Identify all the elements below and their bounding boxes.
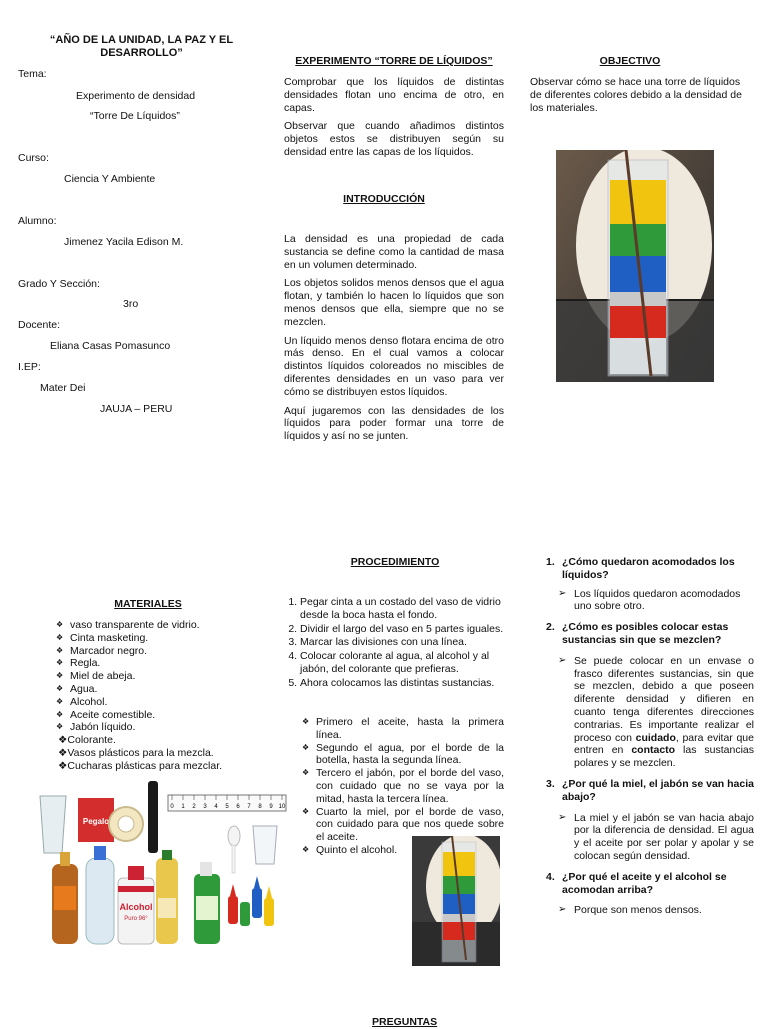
- procedure-step: 4. Colocar colorante al agua, al alcohol y al jabón, del colorante que prefieras.: [300, 650, 506, 676]
- answer-2-bold: contacto: [631, 744, 676, 757]
- material-item: ❖ Cinta masketing.: [56, 632, 256, 645]
- material-item: ❖ Alcohol.: [56, 696, 256, 709]
- liquid-tower-image: [556, 150, 714, 382]
- intro-paragraph-1: La densidad es una propiedad de cada sustancia se define como la cantidad de masa en un volumen determinado.: [284, 233, 504, 271]
- question-text: ¿Cómo es posibles colocar estas sustancias sin que se mezclen?: [562, 621, 729, 646]
- ruler-tick-label: 8: [258, 804, 262, 810]
- procedure-substep: ❖ Quinto el alcohol.: [302, 844, 406, 857]
- grado-value: 3ro: [123, 298, 139, 310]
- materials-illustration: [38, 778, 288, 950]
- ruler-tick-label: 3: [203, 804, 207, 810]
- answer-2-bold: cuidado: [635, 731, 676, 744]
- materials-list: [56, 619, 256, 773]
- material-item: ❖ Jabón líquido.: [56, 721, 256, 734]
- material-item: ❖ vaso transparente de vidrio.: [56, 619, 256, 632]
- iep-label: I.EP:: [18, 361, 41, 373]
- ruler-tick-label: 4: [214, 804, 218, 810]
- procedure-substep: ❖ Tercero el jabón, por el borde del vaso, con cuidado que no se vaya por la mitad, hasta la tercera línea.: [302, 767, 504, 805]
- curso-value: Ciencia Y Ambiente: [64, 173, 156, 185]
- ruler-tick-label: 1: [181, 804, 185, 810]
- procedure-substep: ❖ Cuarto la miel, por el borde de vaso, con cuidado para que nos quede sobre el aceite.: [302, 806, 504, 844]
- question-text: ¿Por qué la miel, el jabón se van hacia abajo?: [562, 777, 754, 803]
- pegalo-label: Pegalo: [82, 817, 110, 826]
- tema-line2: “Torre De Líquidos”: [90, 110, 180, 122]
- alumno-label: Alumno:: [18, 215, 57, 227]
- objective-text: Observar cómo se hace una torre de líquidos de diferentes colores debido a la densidad de los materiales.: [530, 76, 742, 114]
- ruler-tick-label: 7: [247, 804, 251, 810]
- ruler-tick-label: 5: [225, 804, 229, 810]
- grado-label: Grado Y Sección:: [18, 278, 100, 290]
- experiment-paragraph-1: Comprobar que los líquidos de distintas densidades flotan uno encima de otro, en capas.: [284, 76, 504, 114]
- answer-2-part: Se puede colocar en un envase o frasco diferentes sustancias, sin que se mezclen, debido a que poseen diferente densidad y difieren en cuanto tenga diferentes direcciones contrarias. Es importante realizar el proceso con: [574, 654, 754, 744]
- docente-label: Docente:: [18, 319, 61, 331]
- material-item: ❖ Agua.: [56, 683, 256, 696]
- materials-heading: MATERIALES: [114, 598, 182, 610]
- question-text: ¿Cómo quedaron acomodados los líquidos?: [562, 556, 735, 581]
- questions-section: [546, 556, 754, 917]
- colorant-green-icon: [240, 902, 250, 926]
- tema-line1: Experimento de densidad: [76, 90, 196, 102]
- ruler-tick-label: 2: [192, 804, 196, 810]
- answer-3: ➢ La miel y el jabón se van hacia abajo por la diferencia de densidad. El agua y el aceite por ser polar y apolar y se colocan según densidad.: [558, 812, 754, 863]
- procedure-step: 2. Dividir el largo del vaso en 5 partes iguales.: [300, 623, 506, 636]
- questions-footer-heading: PREGUNTAS: [372, 1016, 438, 1028]
- alcohol-label: Alcohol: [119, 902, 153, 912]
- answer-2-part: , para evitar que entren en: [574, 731, 754, 757]
- liquid-tower-photo: [556, 150, 714, 382]
- glass-icon: [40, 796, 66, 853]
- tema-label: Tema:: [18, 68, 47, 80]
- water-bottle-icon: [86, 858, 114, 944]
- objective-heading: OBJECTIVO: [599, 55, 661, 67]
- intro-paragraph-2: Los objetos solidos menos densos que el agua flotan, y también lo hacen lo líquidos que son menos densos que ella, siempre que no se mezclen.: [284, 277, 504, 328]
- material-item: ❖Colorante.: [58, 734, 116, 747]
- plastic-cup-icon: [253, 826, 277, 864]
- ruler-tick-label: 0: [170, 804, 174, 810]
- experiment-heading: EXPERIMENTO “TORRE DE LÍQUIDOS”: [295, 55, 493, 67]
- question-number: 1.: [546, 556, 555, 568]
- question-number: 4.: [546, 870, 555, 883]
- material-item: ❖ Miel de abeja.: [56, 670, 256, 683]
- intro-paragraph-4: Aquí jugaremos con las densidades de los líquidos para poder formar una torre de líquidos y así no se junten.: [284, 404, 504, 443]
- answer-4: ➢ Porque son menos densos.: [558, 904, 754, 917]
- question-number: 3.: [546, 777, 555, 790]
- procedure-step: 3. Marcar las divisiones con una línea.: [300, 636, 506, 649]
- experiment-paragraph-2: Observar que cuando añadimos distintos objetos estos se distribuyen según su densidad entre las capas de los líquidos.: [284, 120, 504, 158]
- procedure-substep: ❖ Primero el aceite, hasta la primera línea.: [302, 716, 504, 742]
- question-2: [546, 621, 754, 647]
- procedure-heading: PROCEDIMIENTO: [350, 556, 440, 568]
- experiment-text: [284, 76, 504, 165]
- materials-image: [38, 778, 288, 950]
- answer-1: ➢ Los líquidos quedaron acomodados uno sobre otro.: [558, 588, 754, 614]
- answer-2: [558, 655, 754, 770]
- colorant-yellow-icon: [264, 898, 274, 926]
- iep-value: Mater Dei: [40, 382, 86, 394]
- question-3: [546, 778, 754, 804]
- liquid-tower-photo-small: [412, 836, 500, 966]
- curso-label: Curso:: [18, 152, 49, 164]
- answer-2-part: las sustancias polares y se mezclen.: [574, 744, 754, 770]
- intro-heading: INTRODUCCIÓN: [343, 193, 425, 205]
- place-text: JAUJA – PERU: [100, 403, 173, 415]
- colorant-blue-icon: [252, 888, 262, 918]
- material-item: ❖ Marcador negro.: [56, 645, 256, 658]
- spoon-icon: [228, 826, 240, 846]
- question-4: [546, 871, 754, 897]
- alcohol-sub-label: Puro 96°: [124, 916, 148, 922]
- procedure-substep: ❖ Segundo el agua, por el borde de la botella, hasta la segunda línea.: [302, 742, 504, 768]
- ruler-tick-label: 10: [278, 804, 286, 810]
- liquid-tower-small-image: [412, 836, 500, 966]
- docente-value: Eliana Casas Pomasunco: [50, 340, 171, 352]
- question-text: ¿Por qué el aceite y el alcohol se acomodan arriba?: [562, 870, 727, 896]
- material-item: ❖Vasos plásticos para la mezcla.: [58, 746, 214, 759]
- question-1: [546, 556, 754, 582]
- procedure-step: 5. Ahora colocamos las distintas sustancias.: [300, 677, 506, 690]
- material-item: ❖Cucharas plásticas para mezclar.: [58, 759, 223, 772]
- ruler-icon: [168, 795, 286, 811]
- intro-paragraph-3: Un líquido menos denso flotara encima de otro más denso. En el cual vamos a colocar distintos líquidos coloreados no miscibles de diferentes densidades en un vaso para ver cómo se distribuyen estos líquidos.: [284, 334, 504, 398]
- marker-icon: [148, 781, 158, 853]
- procedure-steps: [284, 596, 506, 691]
- alumno-value: Jimenez Yacila Edison M.: [64, 236, 184, 248]
- material-item: ❖ Regla.: [56, 657, 256, 670]
- material-item: ❖ Aceite comestible.: [56, 709, 256, 722]
- colorant-red-icon: [228, 896, 238, 924]
- question-number: 2.: [546, 621, 555, 634]
- intro-text: [284, 233, 504, 449]
- procedure-step: 1. Pegar cinta a un costado del vaso de vidrio desde la boca hasta el fondo.: [300, 596, 506, 622]
- school-year-heading: “AÑO DE LA UNIDAD, LA PAZ Y EL DESARROLLO”: [49, 34, 234, 60]
- ruler-tick-label: 9: [269, 804, 273, 810]
- ruler-tick-label: 6: [236, 804, 240, 810]
